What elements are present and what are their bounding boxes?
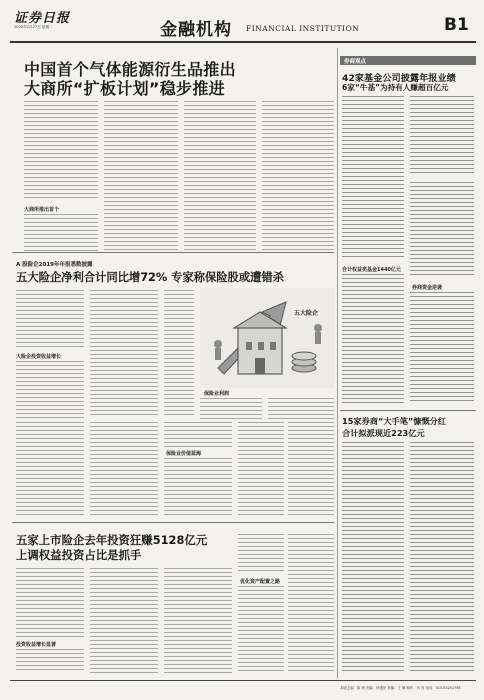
bottom-article — [14, 524, 334, 674]
insurance-cont-col-3 — [164, 422, 232, 448]
section-title: 金融机构 — [160, 20, 232, 40]
lead-body-col-2 — [104, 101, 178, 251]
broker-body-col-1 — [342, 442, 404, 674]
bottom-subhead-2: 优化资产配置之路 — [240, 579, 281, 585]
lead-body-col-1 — [24, 101, 98, 201]
fund-body-col-1 — [342, 96, 404, 260]
lead-body-col-4 — [262, 101, 334, 251]
bottom-body-col-2 — [90, 568, 158, 674]
insurance-body-col-1b — [16, 361, 84, 419]
masthead-date: 2020年2月27日 星期二 — [14, 25, 53, 29]
footer-rule — [10, 680, 476, 681]
masthead-rule — [10, 41, 476, 43]
insurance-subhead-1: 大险企投资收益增长 — [16, 354, 62, 360]
insurance-cont-col-3b — [164, 458, 232, 518]
broker-body-col-2 — [410, 442, 474, 674]
lead-article — [24, 48, 334, 256]
insurance-article — [14, 254, 334, 422]
page-number: B1 — [444, 15, 469, 35]
opinion-tag: 券商观点 — [344, 59, 367, 65]
fund-headline-line-2: 6家“牛基”为持有人赚超百亿元 — [342, 83, 449, 92]
fund-body-col-2 — [410, 96, 474, 176]
right-column — [340, 48, 476, 678]
lead-body-col-1b — [24, 214, 98, 252]
insurance-body-col-5 — [268, 398, 334, 420]
bottom-body-col-1b — [16, 649, 84, 673]
bottom-body-col-4b — [238, 586, 284, 674]
broker-divider — [340, 410, 476, 411]
lead-subhead: 大商所推出首个 — [24, 207, 60, 213]
bottom-body-col-4 — [238, 534, 284, 574]
section-title-english: FINANCIAL INSTITUTION — [246, 24, 360, 33]
insurance-subhead-2: 保险业价值蓝海 — [166, 451, 202, 457]
insurance-divider — [12, 522, 334, 523]
bottom-body-col-3 — [164, 568, 232, 674]
masthead-logo: 证券日报 — [14, 11, 71, 26]
insurance-kicker: A 股险企2019年年报悉数披露 — [16, 262, 93, 268]
insurance-cont-col-4 — [238, 422, 284, 518]
bottom-headline-line-2: 上调权益投资占比是抓手 — [16, 548, 142, 562]
opinion-tag-bar — [340, 56, 476, 65]
insurance-cartoon — [200, 288, 334, 388]
insurance-headline: 五大险企净利合计同比增72% 专家称保险股或遭错杀 — [16, 270, 284, 284]
insurance-body-col-2 — [90, 290, 158, 418]
lead-headline-line-2: 大商所“扩板计划”稳步推进 — [24, 79, 225, 98]
lead-body-col-3 — [184, 101, 256, 251]
bottom-headline-line-1: 五家上市险企去年投资狂赚5128亿元 — [16, 533, 208, 547]
fund-body-col-2b — [410, 182, 474, 278]
fund-subhead-1: 合计权益类基金1440亿元 — [342, 267, 401, 273]
fund-body-col-2c — [410, 292, 474, 404]
lead-divider — [12, 252, 334, 253]
bottom-body-col-5 — [288, 534, 334, 674]
fund-headline-line-1: 42家基金公司披露年报业绩 — [342, 73, 456, 84]
broker-headline-line-2: 合计拟派现近223亿元 — [342, 428, 425, 438]
fund-subhead-2: 券商资金逆袭 — [412, 285, 443, 291]
insurance-body-col-4 — [200, 398, 262, 420]
insurance-article-continued — [14, 422, 334, 522]
fund-body-col-1b — [342, 274, 404, 404]
masthead — [0, 0, 484, 48]
insurance-cartoon-graphic — [200, 288, 334, 388]
insurance-section-label: 保险业利润 — [204, 391, 230, 397]
insurance-cont-col-1 — [16, 422, 84, 518]
footer-editor-line: 本版主编：陈 炜 责编：徐建民 美编：王 琳 制作：闫 亮 电话：010-83251785 — [340, 686, 461, 690]
bottom-subhead-1: 投资收益增长显著 — [16, 642, 57, 648]
bottom-body-col-1 — [16, 568, 84, 638]
insurance-body-col-1 — [16, 290, 84, 350]
insurance-body-col-3 — [164, 290, 194, 418]
insurance-cont-col-2 — [90, 422, 158, 518]
lead-headline-line-1: 中国首个气体能源衍生品推出 — [24, 60, 236, 79]
cartoon-caption: 五大险企 — [294, 310, 319, 317]
broker-headline-line-1: 15家券商“大手笔”慷慨分红 — [342, 416, 447, 426]
insurance-cont-col-5 — [288, 422, 334, 518]
column-divider — [337, 48, 338, 678]
